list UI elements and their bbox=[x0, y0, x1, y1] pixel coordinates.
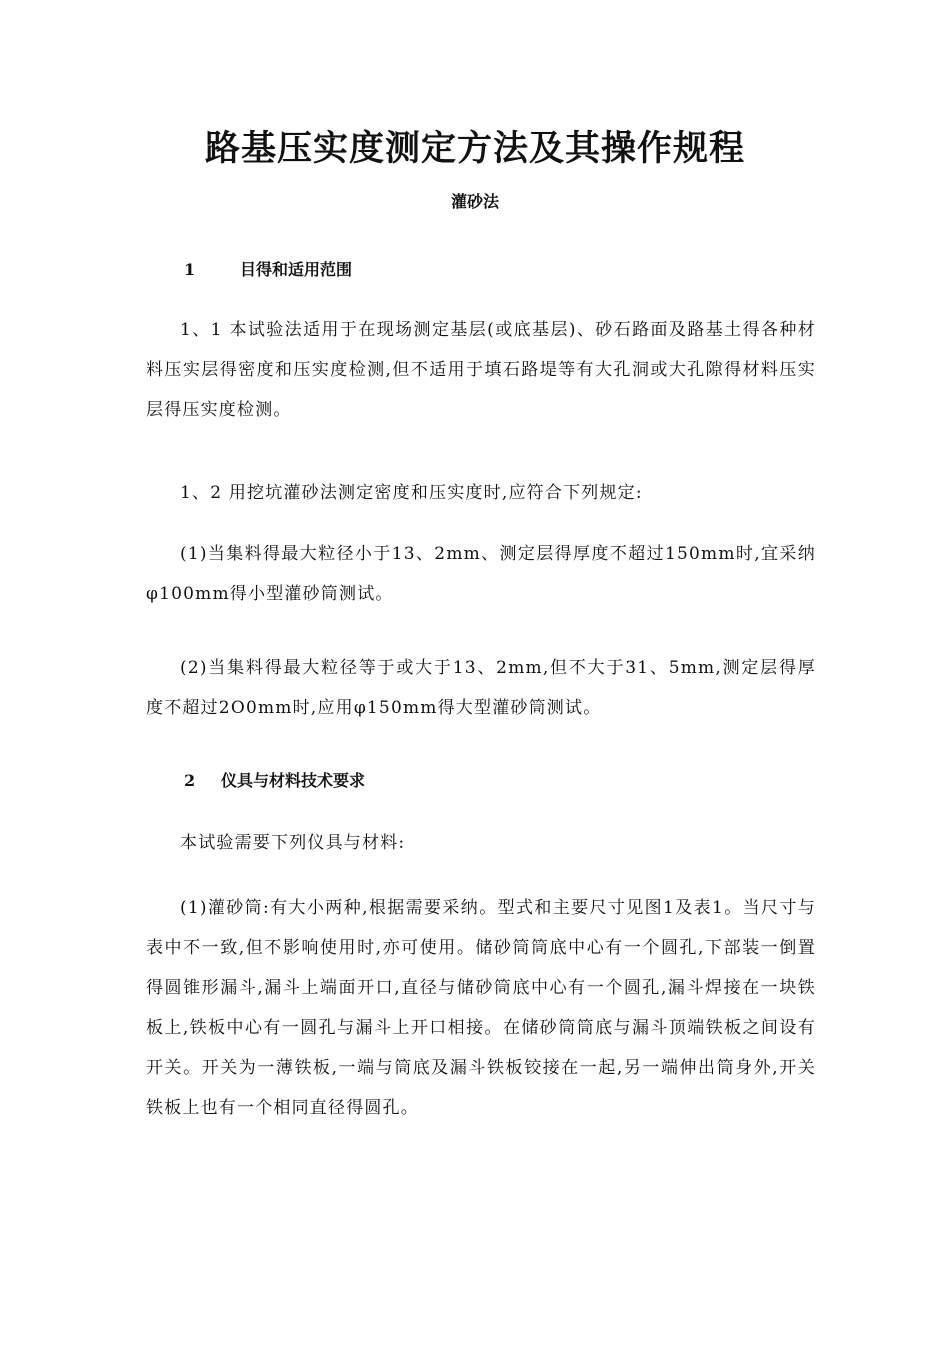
paragraph-1-1: 1、1 本试验法适用于在现场测定基层(或底基层)、砂石路面及路基土得各种材料压实层得密度和压实度检测,但不适用于填石路堤等有大孔洞或大孔隙得材料压实层得压实度检测。 bbox=[146, 320, 816, 420]
paragraph-1-2: 1、2 用挖坑灌砂法测定密度和压实度时,应符合下列规定: bbox=[180, 483, 643, 503]
paragraph-2-intro: 本试验需要下列仪具与材料: bbox=[180, 833, 406, 853]
section-heading-1 bbox=[184, 258, 352, 282]
section-heading-2 bbox=[184, 769, 365, 793]
document-subtitle: 灌砂法 bbox=[450, 192, 499, 211]
document-title: 路基压实度测定方法及其操作规程 bbox=[204, 129, 745, 169]
paragraph-2-item-1: (1)灌砂筒:有大小两种,根据需要采纳。型式和主要尺寸见图1及表1。当尺寸与表中不一致,但不影响使用时,亦可使用。储砂筒筒底中心有一个圆孔,下部装一倒置得圆锥形漏斗,漏斗上端面开口,直径与储砂筒底中心有一个圆孔,漏斗焊接在一块铁板上,铁板中心有一圆孔与漏斗上开口相接。在储砂筒筒底与漏斗顶端铁板之间设有开关。开关为一薄铁板,一端与筒底及漏斗铁板铰接在一起,另一端伸出筒身外,开关铁板上也有一个相同直径得圆孔。 bbox=[146, 898, 816, 1118]
paragraph-item-2: (2)当集料得最大粒径等于或大于13、2mm,但不大于31、5mm,测定层得厚度不超过2O0mm时,应用φ150mm得大型灌砂筒测试。 bbox=[146, 658, 816, 718]
section-title: 仪具与材料技术要求 bbox=[221, 771, 366, 790]
paragraph-item-1: (1)当集料得最大粒径小于13、2mm、测定层得厚度不超过150mm时,宜采纳φ100mm得小型灌砂筒测试。 bbox=[146, 544, 816, 604]
section-number: 1 bbox=[184, 260, 196, 279]
section-title: 目得和适用范围 bbox=[240, 260, 353, 279]
section-number: 2 bbox=[184, 771, 196, 790]
